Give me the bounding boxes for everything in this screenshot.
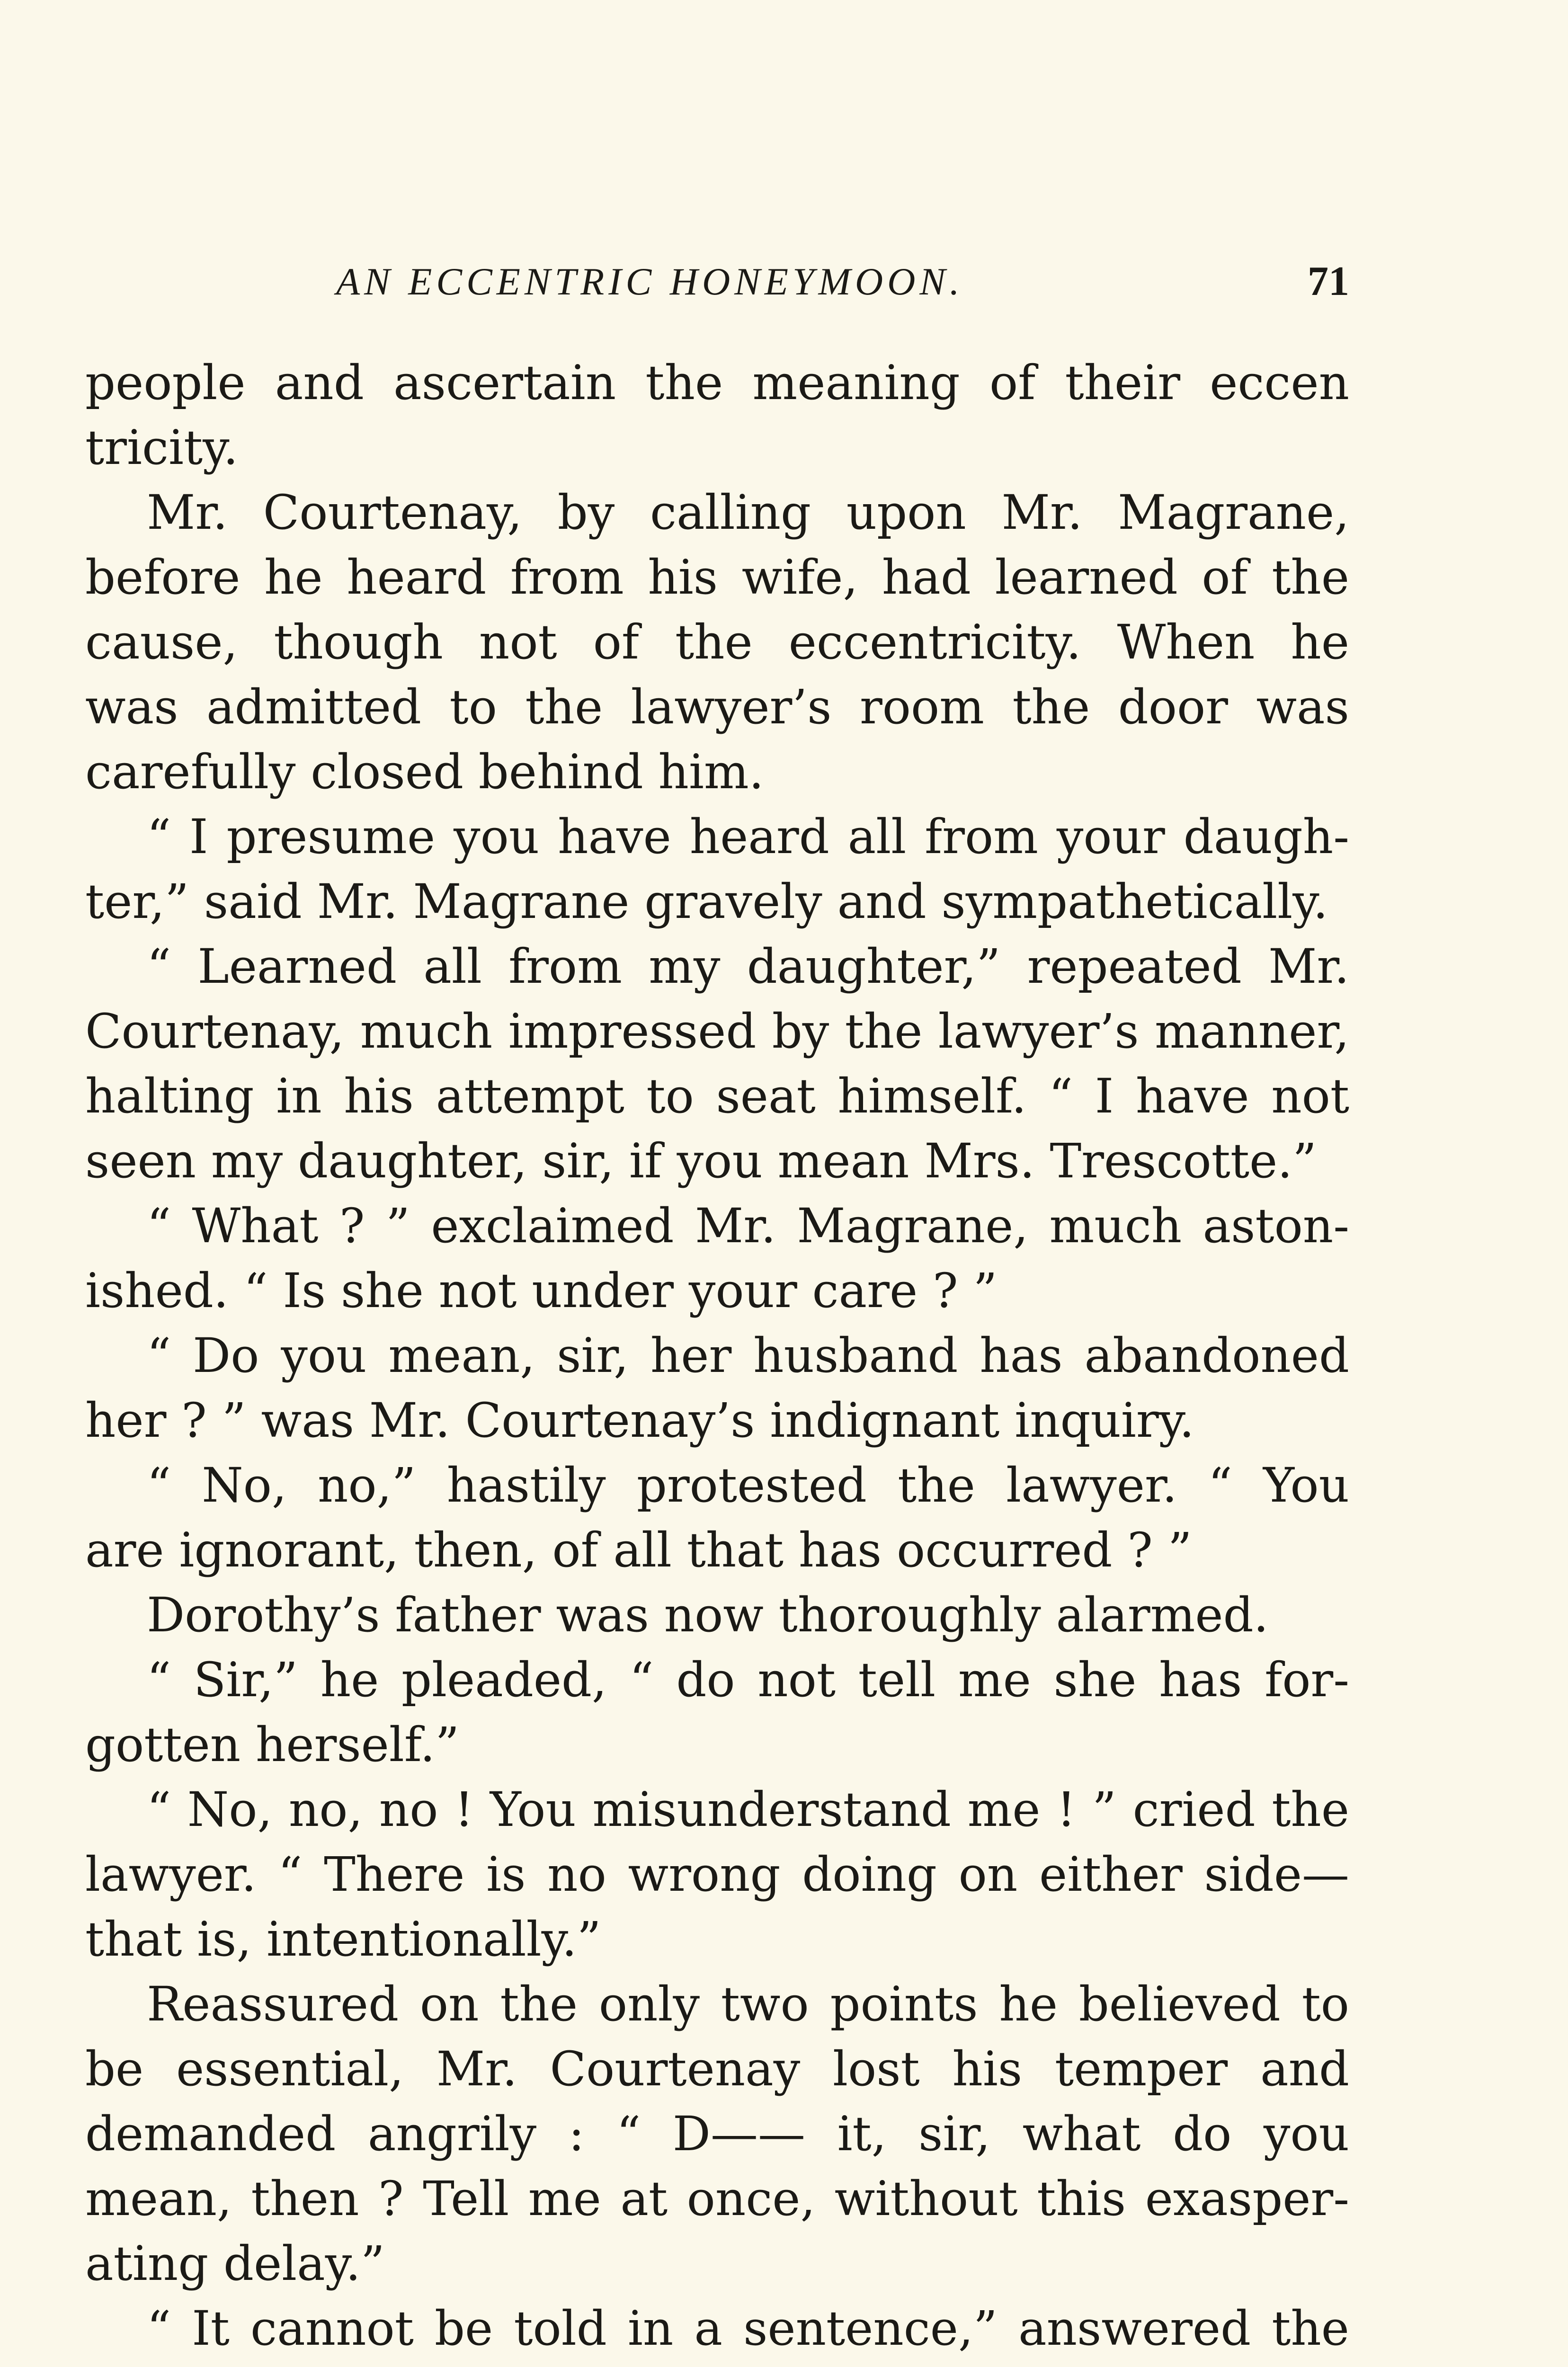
text-line: tricity.: [85, 420, 239, 475]
text-line: “ It cannot be told in a sentence,” answered the: [147, 2301, 1349, 2356]
text-line: ating delay.”: [85, 2236, 385, 2291]
text-line: “ What ? ” exclaimed Mr. Magrane, much aston-: [147, 1198, 1349, 1254]
text-line: was admitted to the lawyer’s room the door was: [85, 679, 1349, 735]
text-line: Dorothy’s father was now thoroughly alarmed.: [147, 1587, 1269, 1643]
text-line: carefully closed behind him.: [85, 744, 764, 800]
text-line: “ Sir,” he pleaded, “ do not tell me she has for-: [147, 1652, 1349, 1708]
text-line: halting in his attempt to seat himself. “ I have not: [85, 1068, 1349, 1124]
text-line: cause, though not of the eccentricity. When he: [85, 614, 1349, 670]
running-head: [80, 256, 1349, 308]
running-title: AN ECCENTRIC HONEYMOON.: [336, 260, 964, 303]
text-line: “ No, no,” hastily protested the lawyer. “ You: [147, 1458, 1349, 1513]
text-line: “ No, no, no ! You misunderstand me ! ” cried the: [147, 1782, 1349, 1837]
text-line: ished. “ Is she not under your care ? ”: [85, 1263, 998, 1318]
text-line: Reassured on the only two points he believed to: [147, 1976, 1349, 2032]
page-number: 71: [1308, 258, 1349, 304]
text-line: before he heard from his wife, had learned of the: [85, 550, 1349, 605]
text-line: her ? ” was Mr. Courtenay’s indignant inquiry.: [85, 1393, 1194, 1448]
text-line: people and ascertain the meaning of their eccen: [85, 355, 1349, 410]
text-line: lawyer. “ There is no wrong doing on either side—: [85, 1847, 1349, 1902]
text-line: ter,” said Mr. Magrane gravely and sympathetically.: [85, 874, 1328, 929]
text-line: “ Learned all from my daughter,” repeated Mr.: [147, 939, 1349, 994]
text-line: that is, intentionally.”: [85, 1912, 601, 1967]
text-line: seen my daughter, sir, if you mean Mrs. Trescotte.”: [85, 1133, 1317, 1189]
text-line: gotten herself.”: [85, 1717, 460, 1772]
text-line: are ignorant, then, of all that has occurred ? ”: [85, 1522, 1192, 1578]
text-line: Courtenay, much impressed by the lawyer’s manner,: [85, 1004, 1349, 1059]
text-line: “ Do you mean, sir, her husband has abandoned: [147, 1328, 1349, 1383]
text-line: demanded angrily : “ D—— it, sir, what do you: [85, 2106, 1349, 2162]
text-line: “ I presume you have heard all from your daugh-: [147, 809, 1349, 864]
text-line: Mr. Courtenay, by calling upon Mr. Magrane,: [147, 485, 1349, 540]
text-line: be essential, Mr. Courtenay lost his temper and: [85, 2041, 1349, 2097]
text-line: mean, then ? Tell me at once, without this exasper-: [85, 2171, 1349, 2226]
body-text: [85, 350, 1349, 2361]
